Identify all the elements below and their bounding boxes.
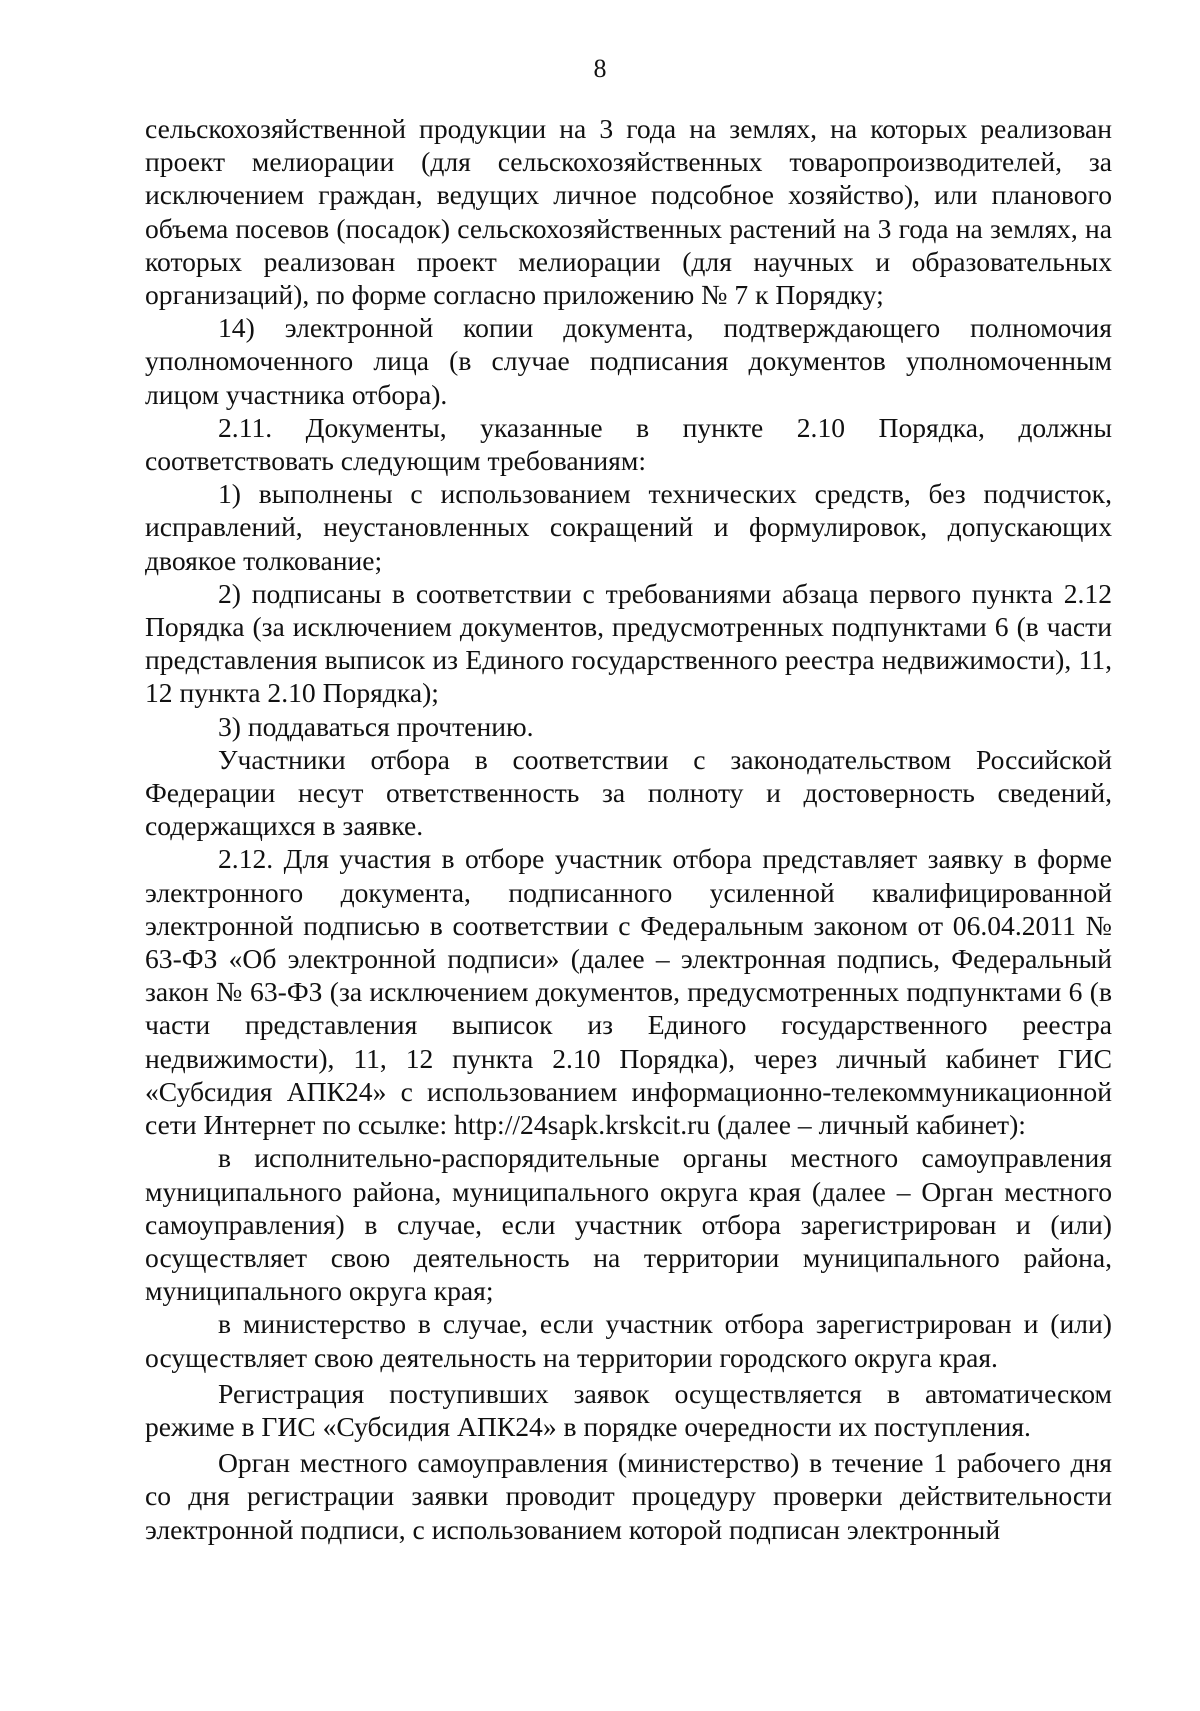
paragraph-requirement-1: 1) выполнены с использованием технических средств, без подчисток, исправлений, неустановленных сокращений и формулировок, допускающих двоякое толкование; [145,478,1112,576]
paragraph-ministry: в министерство в случае, если участник отбора зарегистрирован и (или) осуществляет свою деятельность на территории городского округа края. [145,1308,1112,1373]
paragraph-requirement-2: 2) подписаны в соответствии с требованиями абзаца первого пункта 2.12 Порядка (за исключением документов, предусмотренных подпунктами 6 (в части представления выписок из Единого государственного реестра недвижимости), 11, 12 пункта 2.10 Порядка); [145,577,1112,709]
paragraph-registration: Регистрация поступивших заявок осуществляется в автоматическом режиме в ГИС «Субсидия АПК24» в порядке очередности их поступления. [145,1377,1112,1442]
paragraph-requirement-3: 3) поддаваться прочтению. [218,710,534,742]
paragraph-responsibility: Участники отбора в соответствии с законодательством Российской Федерации несут ответственность за полноту и достоверность сведений, содержащихся в заявке. [145,743,1112,842]
paragraph-section-2-11: 2.11. Документы, указанные в пункте 2.10 Порядка, должны соответствовать следующим требованиям: [145,411,1112,477]
paragraph-verification: Орган местного самоуправления (министерство) в течение 1 рабочего дня со дня регистрации заявки проводит процедуру проверки действительности электронной подписи, с использованием которой подписан электронный [145,1447,1112,1545]
paragraph-item-14: 14) электронной копии документа, подтверждающего полномочия уполномоченного лица (в случае подписания документов уполномоченным лицом участника отбора). [145,312,1112,410]
paragraph-continuation: сельскохозяйственной продукции на 3 года на землях, на которых реализован проект мелиорации (для сельскохозяйственных товаропроизводителей, за исключением граждан, ведущих личное подсобное хозяйство), или планового объема посевов (посадок) сельскохозяйственных растений на 3 года на землях, на которых реализован проект мелиорации (для научных и образовательных организаций), по форме согласно приложению № 7 к Порядку; [145,113,1112,311]
document-body [145,112,1112,1546]
paragraph-section-2-12: 2.12. Для участия в отборе участник отбора представляет заявку в форме электронного документа, подписанного усиленной квалифицированной электронной подписью в соответствии с Федеральным законом от 06.04.2011 № 63-ФЗ «Об электронной подписи» (далее – электронная подпись, Федеральный закон № 63-ФЗ (за исключением документов, предусмотренных подпунктами 6 (в части представления выписок из Единого государственного реестра недвижимости), 11, 12 пункта 2.10 Порядка), через личный кабинет ГИС «Субсидия АПК24» с использованием информационно-телекоммуникационной сети Интернет по ссылке: http://24sapk.krskcit.ru (далее – личный кабинет): [145,843,1112,1141]
paragraph-local-authority: в исполнительно-распорядительные органы местного самоуправления муниципального района, муниципального округа края (далее – Орган местного самоуправления) в случае, если участник отбора зарегистрирован и (или) осуществляет свою деятельность на территории муниципального района, муниципального округа края; [145,1142,1112,1307]
page-number: 8 [593,54,607,83]
